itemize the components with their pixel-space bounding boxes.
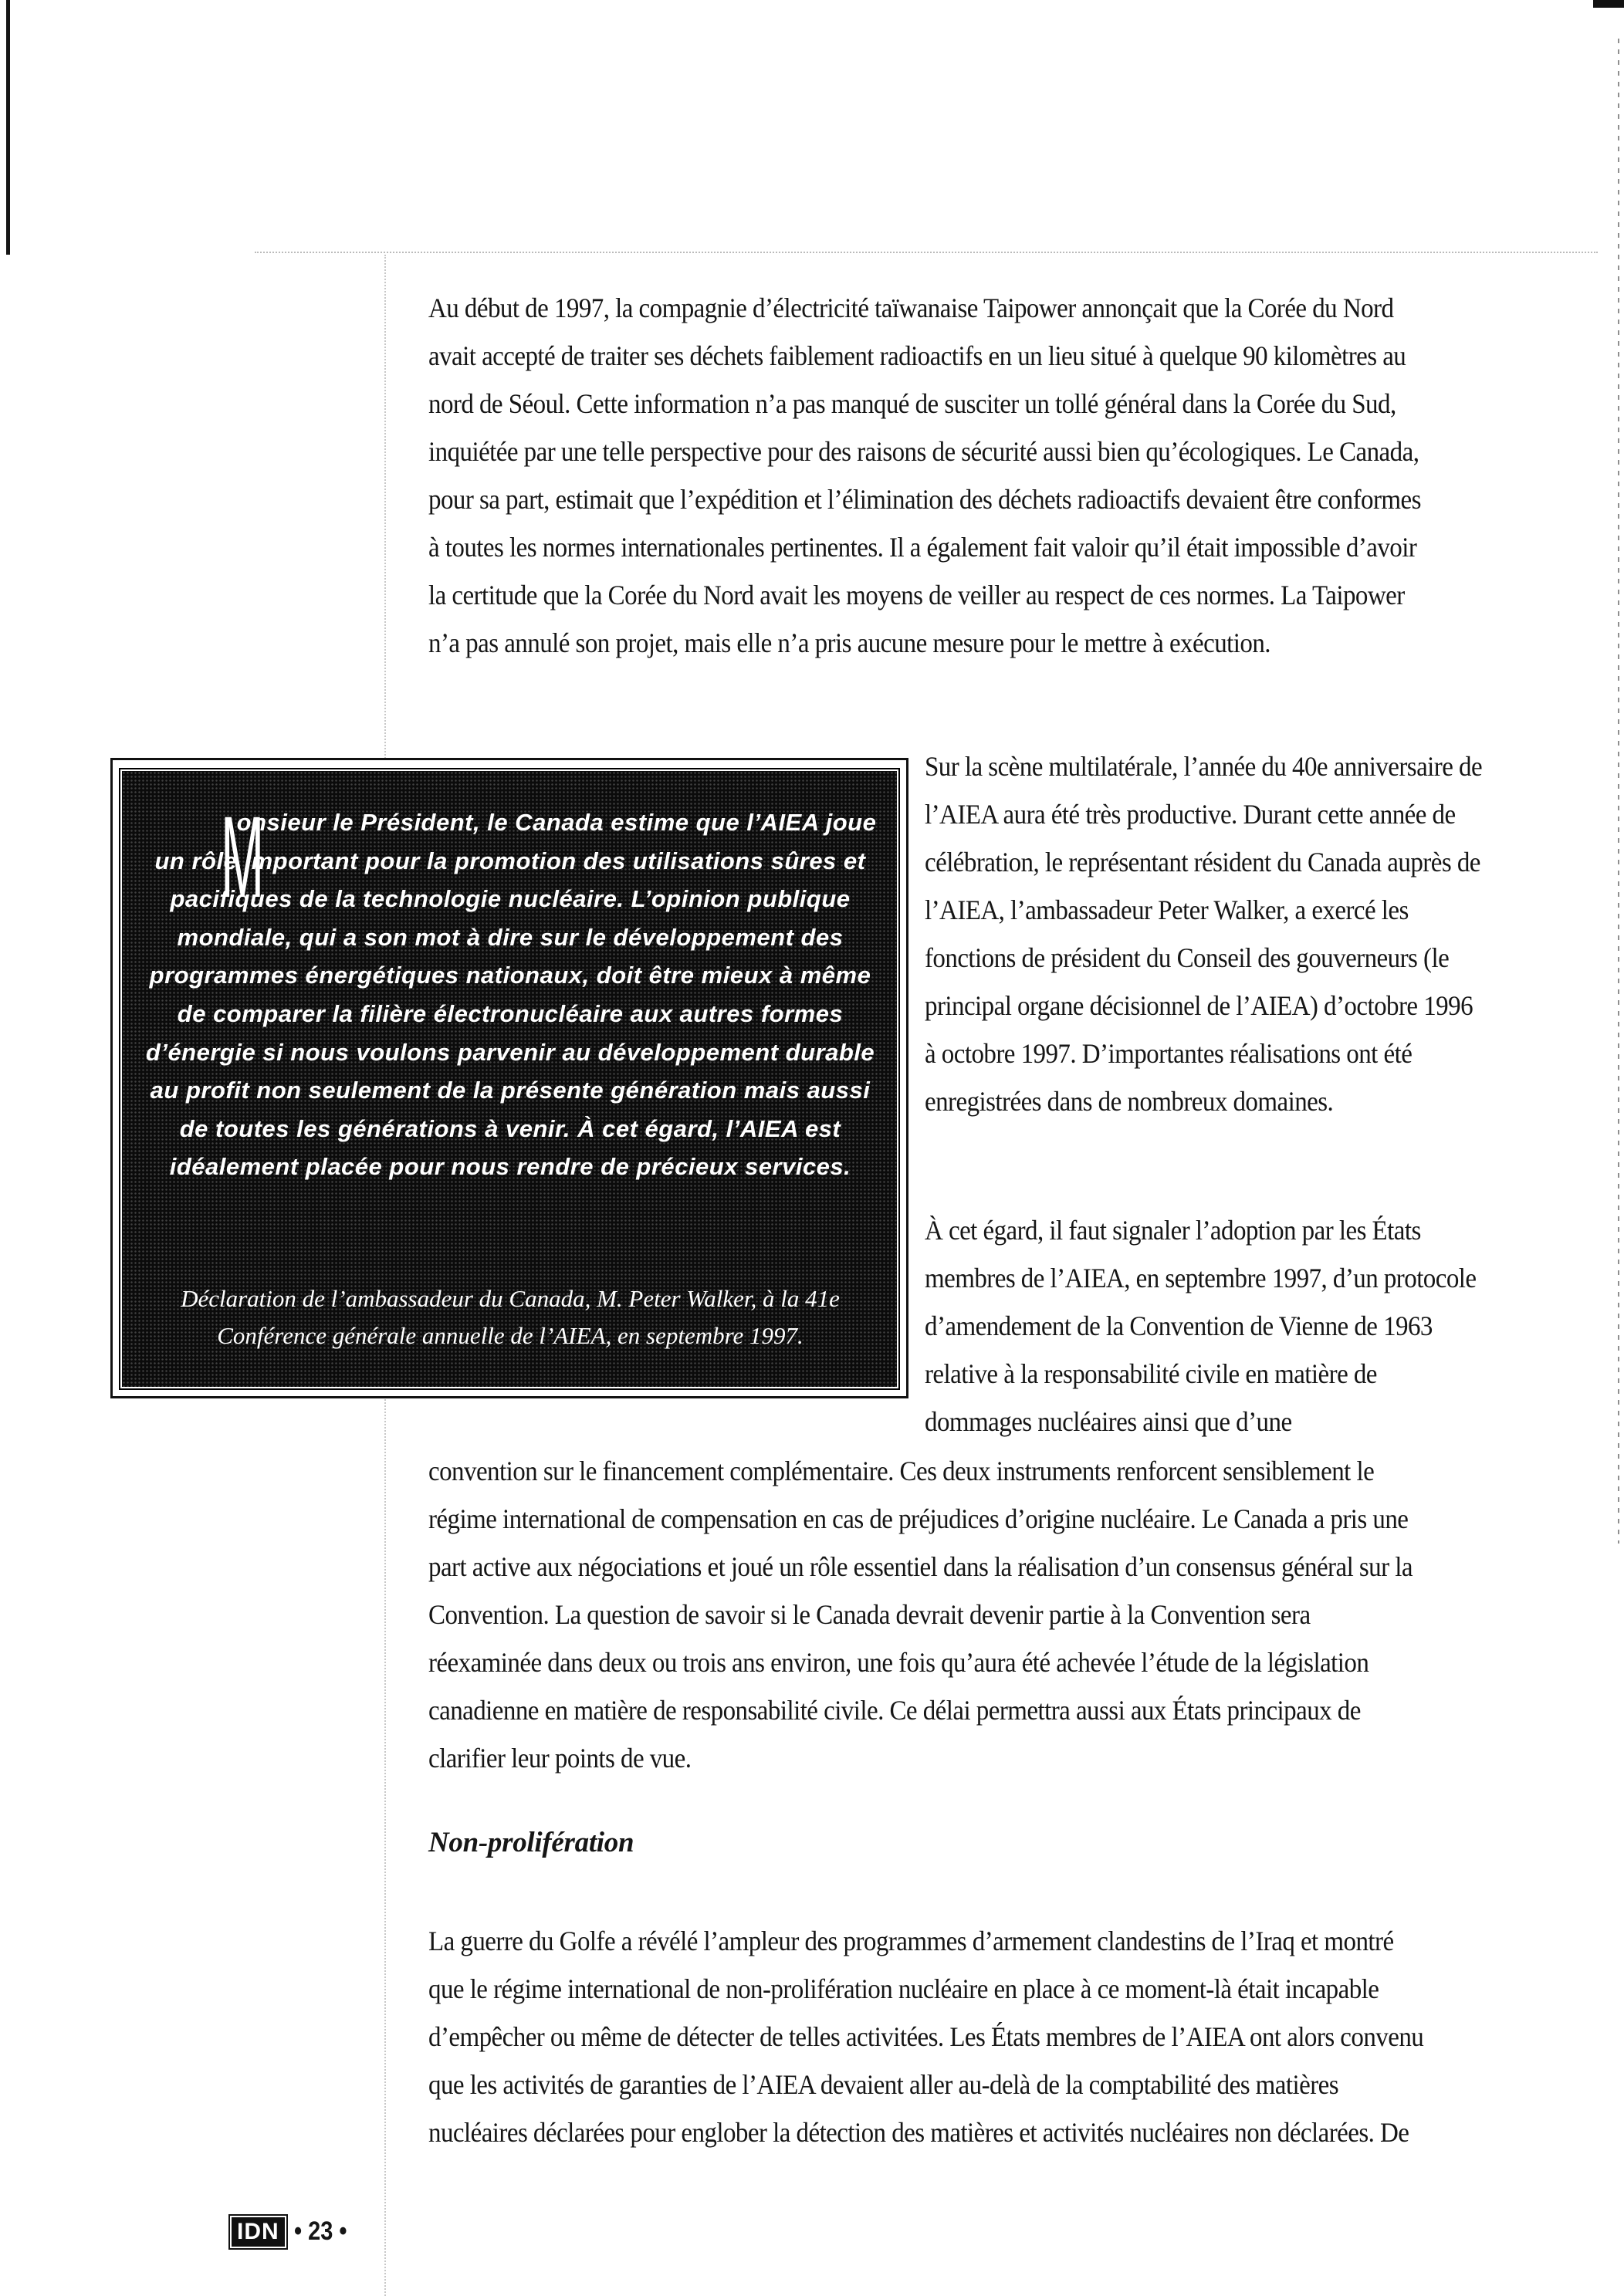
paragraph-aiea-anniversary: Sur la scène multilatérale, l’année du 40e anniversaire de l’AIEA aura été très productive. Durant cette année de célébration, le représentant résident du Canada auprès de l’AIEA, l’ambassadeur Peter Walker, a exercé les fonctions de président du Conseil des gouverneurs (le principal organe décisionnel de l’AIEA) d’octobre 1996 à octobre 1997. D’importantes réalisations ont été enregistrées dans de nombreux domaines. (925, 751, 1483, 1117)
section-heading-non-proliferation: Non-prolifération (428, 1827, 634, 1858)
scan-edge-right (1618, 39, 1619, 1544)
paragraph-taipower: Au début de 1997, la compagnie d’électricité taïwanaise Taipower annonçait que la Corée du Nord avait accepté de traiter ses déchets faiblement radioactifs en un lieu situé à quelque 90 kilomètres au nord de Séoul. Cette information n’a pas manqué de susciter un tollé général dans la Corée du Sud, inquiétée par une telle perspective pour des raisons de sécurité aussi bien qu’écologiques. Le Canada, pour sa part, estimait que l’expédition et l’élimination des déchets radioactifs devaient être conformes à toutes les normes internationales pertinentes. Il a également fait valoir qu’il était impossible d’avoir la certitude que la Corée du Nord avait les moyens de veiller au respect de ces normes. La Taipower n’a pas annulé son projet, mais elle n’a pris aucune mesure pour le mettre à exécution. (428, 292, 1421, 658)
pull-quote-body: onsieur le Président, le Canada estime que l’AIEA joue un rôle important pour la promotion des utilisations sûres et pacifiques de la technologie nucléaire. L’opinion publique mondiale, qui a son mot à dire sur le développement des programmes énergétiques nationaux, doit être mieux à même de comparer la filière électronucléaire aux autres formes d’énergie si nous voulons parvenir au développement durable au profit non seulement de la présente génération mais aussi de toutes les générations à venir. À cet égard, l’AIEA est idéalement placée pour nous rendre de précieux services. (145, 809, 877, 1181)
pull-quote-attribution: Déclaration de l’ambassadeur du Canada, M. Peter Walker, à la 41e Conférence générale annuelle de l’AIEA, en septembre 1997. (181, 1285, 840, 1349)
idn-logo: IDN (232, 2217, 285, 2247)
pull-quote-box (110, 758, 908, 1398)
paragraph-vienna-protocol: À cet égard, il faut signaler l’adoption par les États membres de l’AIEA, en septembre 1997, d’un protocole d’amendement de la Convention de Vienne de 1963 relative à la responsabilité civile en matière de dommages nucléaires ainsi que d’une (925, 1215, 1477, 1437)
pull-quote-text (144, 803, 877, 1186)
paragraph-convention-continued: convention sur le financement complémentaire. Ces deux instruments renforcent sensiblement le régime international de compensation en cas de préjudices d’origine nucléaire. Le Canada a pris une part active aux négociations et joué un rôle essentiel dans la réalisation d’un consensus général sur la Convention. La question de savoir si le Canada devrait devenir partie à la Convention sera réexaminée dans deux ou trois ans environ, une fois qu’aura été achevée l’étude de la législation canadienne en matière de responsabilité civile. Ce délai permettra aussi aux États principaux de clarifier leur points de vue. (428, 1456, 1413, 1774)
page-footer (232, 2217, 356, 2247)
paragraph-gulf-war: La guerre du Golfe a révélé l’ampleur des programmes d’armement clandestins de l’Iraq et montré que le régime international de non-prolifération nucléaire en place à ce moment-là était incapable d’empêcher ou même de détecter de telles activitées. Les États membres de l’AIEA ont alors convenu que les activités de garanties de l’AIEA devaient aller au-delà de la comptabilité des matières nucléaires déclarées pour englober la détection des matières et activités nucléaires non déclarées. De (428, 1926, 1424, 2148)
scan-edge-left (6, 0, 10, 255)
top-dotted-rule (255, 252, 1598, 253)
pull-quote-panel (120, 769, 898, 1388)
page-number: • 23 • (293, 2217, 347, 2246)
pull-quote-drop-cap: M (221, 792, 265, 921)
scan-edge-top-right (1593, 0, 1624, 8)
